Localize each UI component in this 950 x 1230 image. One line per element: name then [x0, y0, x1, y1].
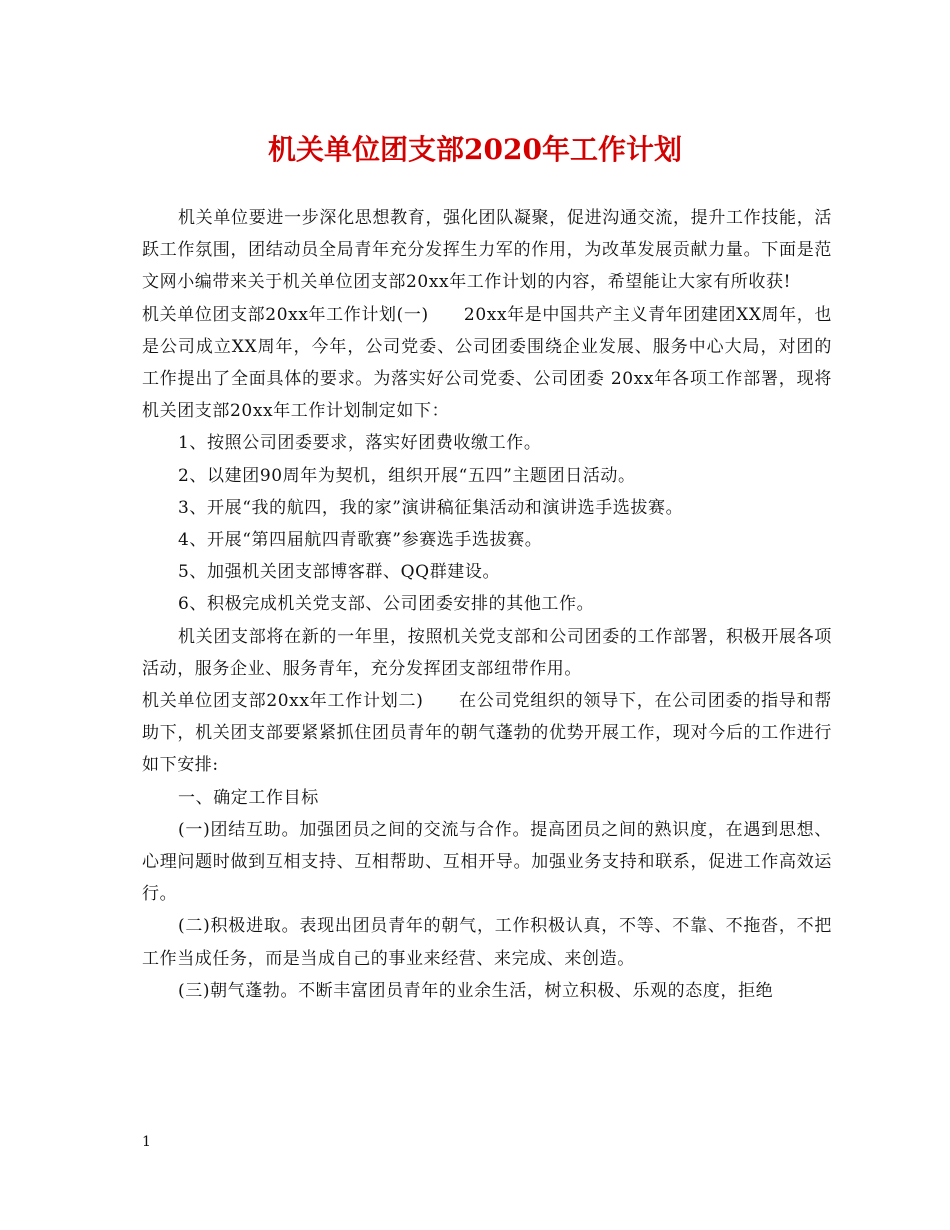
list-item: 6、积极完成机关党支部、公司团委安排的其他工作。 — [178, 594, 595, 615]
list-item: 3、开展“我的航四，我的家”演讲稿征集活动和演讲选手选拔赛。 — [178, 497, 684, 518]
paragraph: 机关单位团支部20xx年工作计划二) 在公司党组织的领导下，在公司团委的指导和帮助下，机关团支部要紧紧抓住团员青年的朝气蓬勃的优势开展工作，现对今后的工作进行如下安排: — [142, 691, 832, 776]
list-item: 4、开展“第四届航四青歌赛”参赛选手选拔赛。 — [178, 530, 543, 551]
paragraph: (一)团结互助。加强团员之间的交流与合作。提高团员之间的熟识度，在遇到思想、心理问题时做到互相支持、互相帮助、互相开导。加强业务支持和联系，促进工作高效运行。 — [142, 819, 832, 905]
page-number: 1 — [142, 1134, 151, 1150]
paragraph: (三)朝气蓬勃。不断丰富团员青年的业余生活，树立积极、乐观的态度，拒绝 — [178, 980, 774, 1001]
paragraph: 机关单位要进一步深化思想教育，强化团队凝聚，促进沟通交流，提升工作技能，活跃工作氛围，团结动员全局青年充分发挥生力军的作用，为改革发展贡献力量。下面是范文网小编带来关于机关单位团支部20xx年工作计划的内容，希望能让大家有所收获! — [142, 208, 832, 293]
section-heading: 一、确定工作目标 — [178, 787, 319, 808]
list-item: 1、按照公司团委要求，落实好团费收缴工作。 — [178, 433, 542, 454]
paragraph: 机关团支部将在新的一年里，按照机关党支部和公司团委的工作部署，积极开展各项活动，服务企业、服务青年，充分发挥团支部纽带作用。 — [142, 626, 832, 679]
list-item: 2、以建团90周年为契机，组织开展“五四”主题团日活动。 — [178, 465, 636, 486]
document-body — [142, 202, 832, 1007]
list-item: 5、加强机关团支部博客群、QQ群建设。 — [178, 562, 501, 583]
paragraph: 机关单位团支部20xx年工作计划(一) 20xx年是中国共产主义青年团建团XX周年，也是公司成立XX周年，今年，公司党委、公司团委围绕企业发展、服务中心大局，对团的工作提出了全面具体的要求。为落实好公司党委、公司团委 20xx年各项工作部署，现将机关团支部20xx年工作计划制定如下： — [142, 304, 832, 422]
paragraph: (二)积极进取。表现出团员青年的朝气，工作积极认真，不等、不靠、不拖沓，不把工作当成任务，而是当成自己的事业来经营、来完成、来创造。 — [142, 916, 832, 969]
document-title: 机关单位团支部2020年工作计划 — [268, 133, 682, 166]
